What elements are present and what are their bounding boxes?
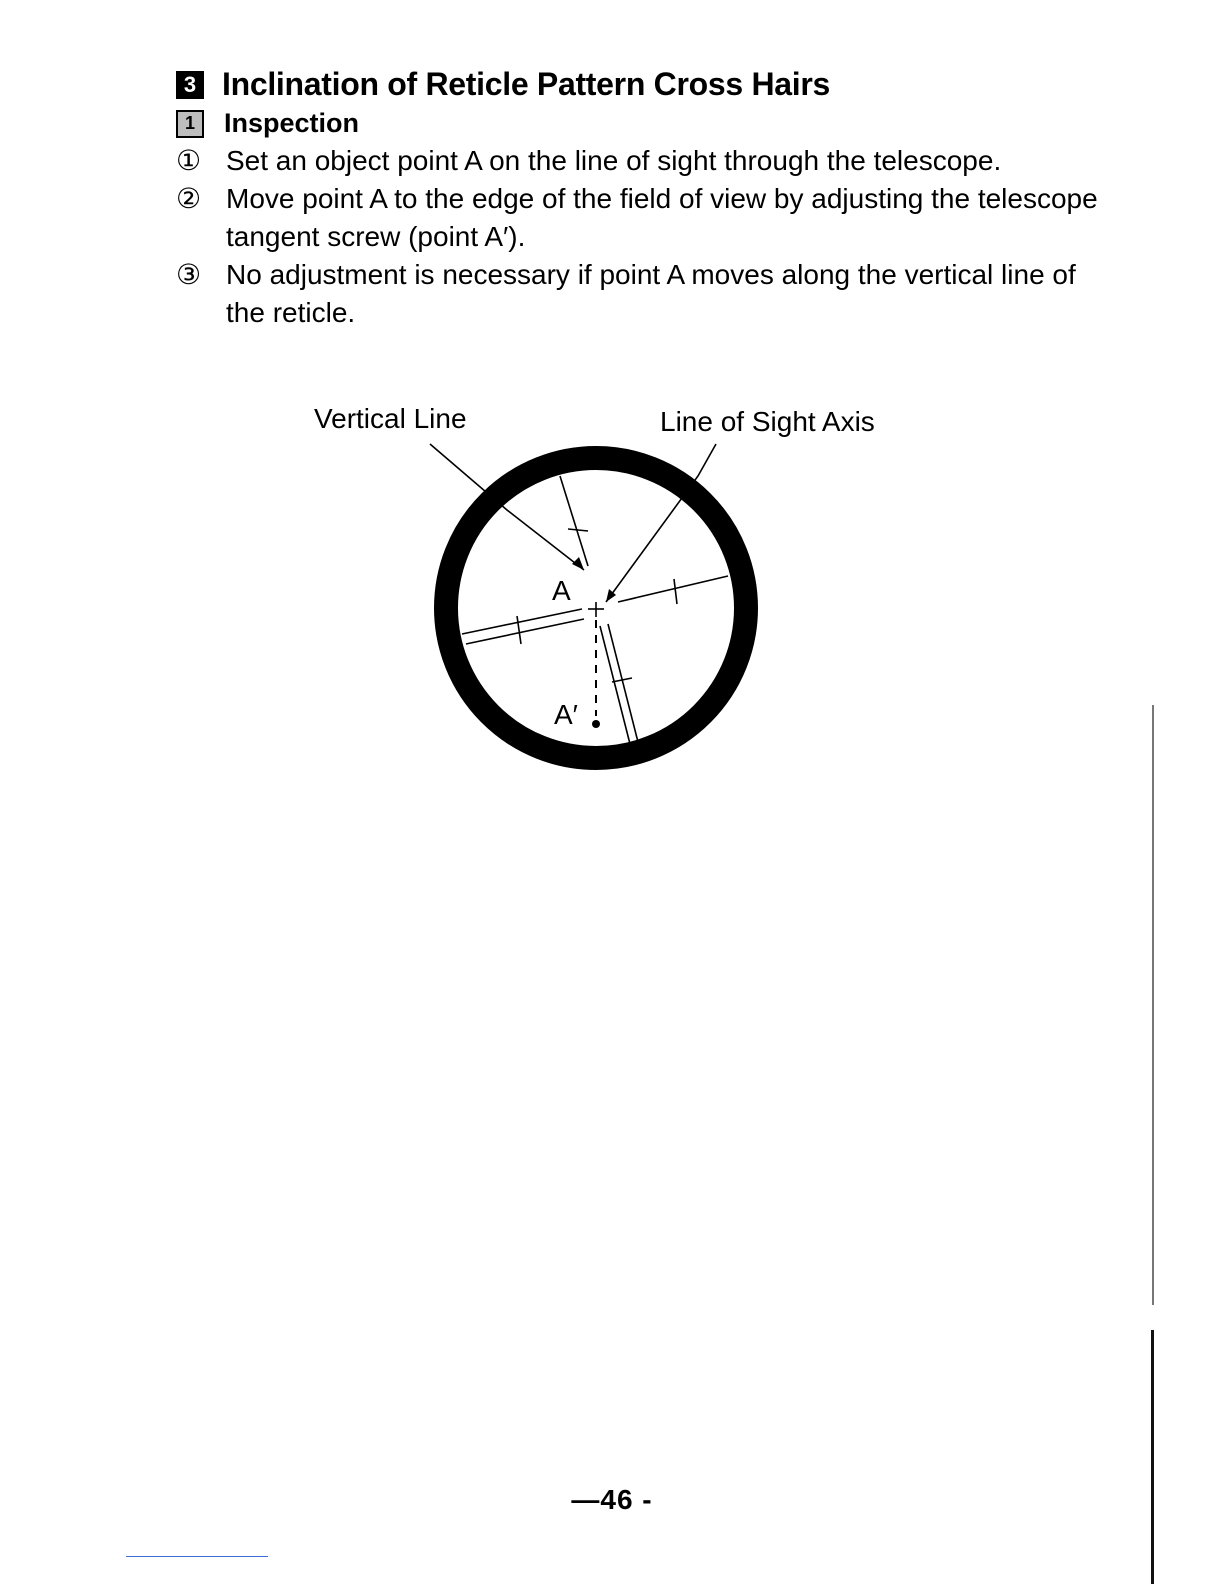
step-1-text: Set an object point A on the line of sight through the telescope. [226,145,1002,176]
reticle-vertical-tick-upper [568,529,588,531]
subsection-number-badge: 1 [176,110,204,138]
step-3-number: ③ [176,259,202,290]
step-2-number: ② [176,183,202,214]
reticle-vertical-line-upper [560,476,588,566]
vertical-line-leader-arrow [572,557,584,570]
reticle-diagram [300,398,940,788]
step-1 [176,142,1116,180]
subsection-heading [176,108,359,139]
vertical-line-label: Vertical Line [314,403,467,434]
line-of-sight-label: Line of Sight Axis [660,406,875,437]
reticle-horizontal-line-right [618,576,728,602]
step-3 [176,256,1116,332]
subsection-title: Inspection [224,108,360,138]
page-number: —46 - [571,1484,653,1515]
scan-edge-line [1152,705,1154,1305]
step-3-text: No adjustment is necessary if point A moves along the vertical line of the reticle. [226,259,1076,328]
reticle-horizontal-line-left-b [466,619,584,644]
reticle-vertical-line-lower-a [600,626,630,744]
bottom-rule [126,1556,268,1557]
reticle-vertical-line-lower-b [608,624,638,742]
point-a-label: A [552,575,571,606]
step-1-number: ① [176,145,202,176]
reticle-diagram-svg [300,398,940,788]
step-2 [176,180,1116,256]
section-number-badge: 3 [176,71,204,99]
section-title: Inclination of Reticle Pattern Cross Hairs [222,66,830,102]
reticle-horizontal-tick-left [517,616,521,644]
scan-edge-line-dark [1151,1330,1154,1584]
point-a-prime-dot [592,720,600,728]
point-a-prime-label: A′ [554,699,578,730]
reticle-horizontal-line-left-a [462,609,582,634]
reticle-horizontal-tick-right [674,579,677,604]
inspection-steps [176,142,1116,332]
step-2-text: Move point A to the edge of the field of view by adjusting the telescope tangent screw (point A′). [226,183,1098,252]
section-heading [176,66,830,103]
